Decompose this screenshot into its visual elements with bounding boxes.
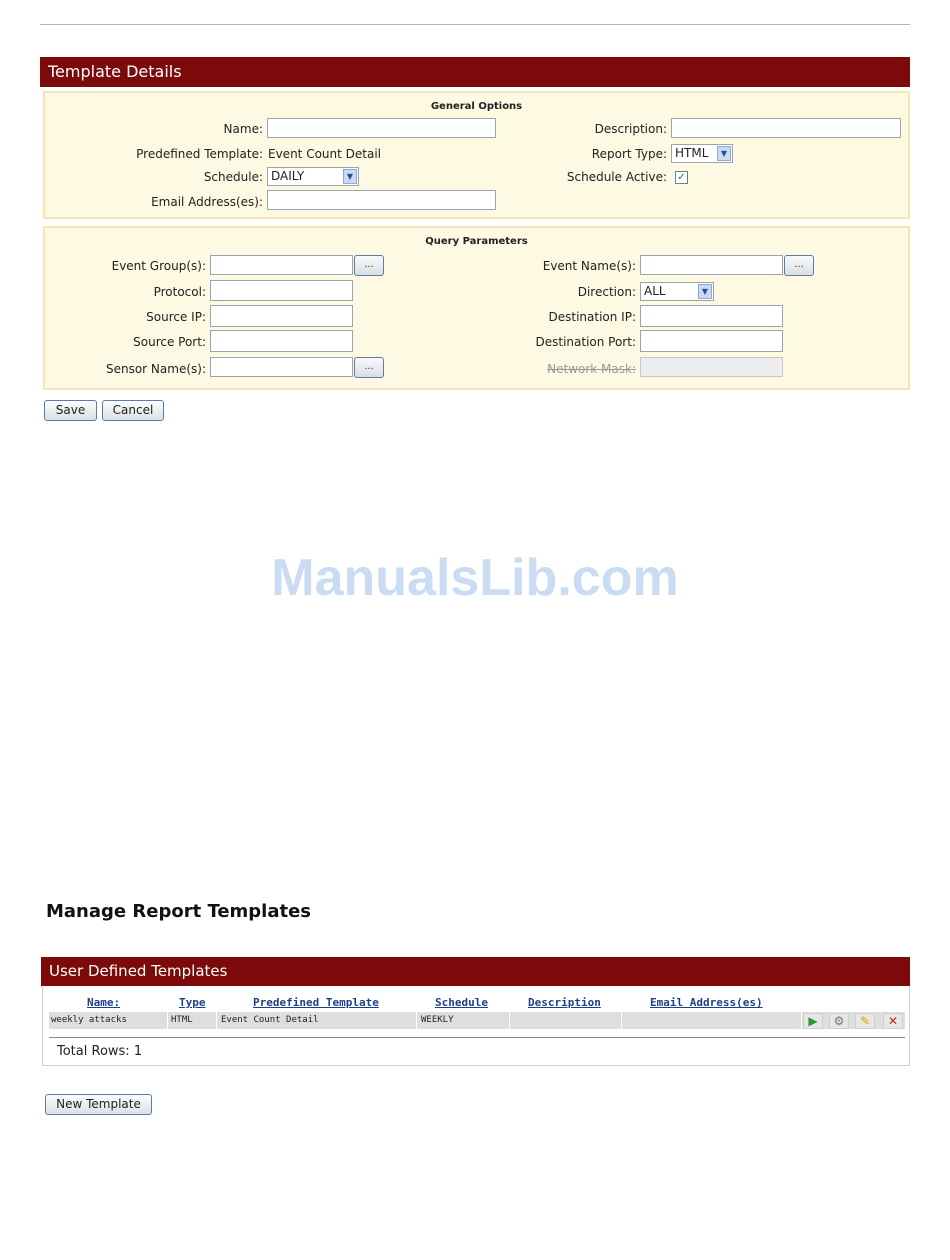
column-header-schedule[interactable]: Schedule (435, 996, 488, 1009)
delete-x-icon[interactable]: ✕ (883, 1013, 903, 1029)
row-type-cell: HTML (171, 1015, 193, 1025)
row-name-cell: weekly attacks (51, 1015, 127, 1025)
report-type-label: Report Type: (591, 147, 667, 161)
cell-divider (509, 1012, 510, 1029)
table-footer-divider (49, 1037, 905, 1038)
source-port-label: Source Port: (133, 335, 206, 349)
watermark-logo: ManualsLib.com (271, 549, 679, 607)
sensor-name-input[interactable] (210, 357, 353, 377)
direction-label: Direction: (577, 285, 636, 299)
general-options-section (43, 91, 910, 219)
predefined-template-value: Event Count Detail (268, 147, 381, 161)
column-header-name[interactable]: Name: (87, 996, 121, 1009)
cell-divider (621, 1012, 622, 1029)
cell-divider (167, 1012, 168, 1029)
total-rows-count: Total Rows: 1 (57, 1044, 143, 1059)
name-input[interactable] (267, 118, 496, 138)
event-group-input[interactable] (210, 255, 353, 275)
source-ip-input[interactable] (210, 305, 353, 327)
event-name-browse-button[interactable]: ... (784, 255, 814, 276)
table-row[interactable] (49, 1012, 905, 1029)
column-header-predefined-template[interactable]: Predefined Template (253, 996, 379, 1009)
schedule-active-label: Schedule Active: (566, 170, 667, 184)
event-group-browse-button[interactable]: ... (354, 255, 384, 276)
templates-table (42, 986, 910, 1066)
user-defined-templates-header: User Defined Templates (41, 957, 910, 986)
cell-divider (801, 1012, 802, 1029)
event-name-input[interactable] (640, 255, 783, 275)
schedule-value: DAILY (271, 169, 305, 183)
destination-ip-input[interactable] (640, 305, 783, 327)
chevron-down-icon: ▼ (717, 146, 731, 161)
new-template-button[interactable]: New Template (45, 1094, 152, 1115)
general-options-title: General Options (430, 101, 523, 112)
predefined-template-label: Predefined Template: (136, 147, 263, 161)
run-icon[interactable]: ▶ (803, 1013, 823, 1029)
top-divider (40, 24, 910, 25)
network-mask-input (640, 357, 783, 377)
settings-gear-icon[interactable]: ⚙ (829, 1013, 849, 1029)
network-mask-label: Network Mask: (547, 362, 636, 376)
query-parameters-section (43, 226, 910, 390)
cell-divider (416, 1012, 417, 1029)
report-type-value: HTML (675, 146, 709, 160)
sensor-name-browse-button[interactable]: ... (354, 357, 384, 378)
cell-divider (216, 1012, 217, 1029)
destination-ip-label: Destination IP: (548, 310, 636, 324)
name-label: Name: (223, 122, 263, 136)
source-ip-label: Source IP: (146, 310, 206, 324)
event-name-label: Event Name(s): (542, 259, 636, 273)
save-button[interactable]: Save (44, 400, 97, 421)
email-label: Email Address(es): (151, 195, 263, 209)
cancel-button[interactable]: Cancel (102, 400, 164, 421)
schedule-select[interactable] (267, 167, 359, 186)
row-predefined-cell: Event Count Detail (221, 1015, 319, 1025)
column-header-type[interactable]: Type (179, 996, 206, 1009)
source-port-input[interactable] (210, 330, 353, 352)
protocol-label: Protocol: (153, 285, 206, 299)
row-schedule-cell: WEEKLY (421, 1015, 454, 1025)
destination-port-label: Destination Port: (535, 335, 636, 349)
report-type-select[interactable] (671, 144, 733, 163)
protocol-input[interactable] (210, 280, 353, 301)
destination-port-input[interactable] (640, 330, 783, 352)
template-details-header: Template Details (40, 57, 910, 87)
edit-pencil-icon[interactable]: ✎ (855, 1013, 875, 1029)
description-input[interactable] (671, 118, 901, 138)
chevron-down-icon: ▼ (343, 169, 357, 184)
direction-value: ALL (644, 284, 666, 298)
column-header-description[interactable]: Description (528, 996, 601, 1009)
event-group-label: Event Group(s): (111, 259, 206, 273)
column-header-email[interactable]: Email Address(es) (650, 996, 763, 1009)
schedule-active-checkbox[interactable]: ✓ (675, 171, 688, 184)
schedule-label: Schedule: (203, 170, 263, 184)
description-label: Description: (594, 122, 667, 136)
sensor-name-label: Sensor Name(s): (105, 362, 206, 376)
chevron-down-icon: ▼ (698, 284, 712, 299)
query-parameters-title: Query Parameters (425, 236, 528, 247)
direction-select[interactable] (640, 282, 714, 301)
manage-report-templates-title: Manage Report Templates (46, 901, 312, 922)
email-input[interactable] (267, 190, 496, 210)
